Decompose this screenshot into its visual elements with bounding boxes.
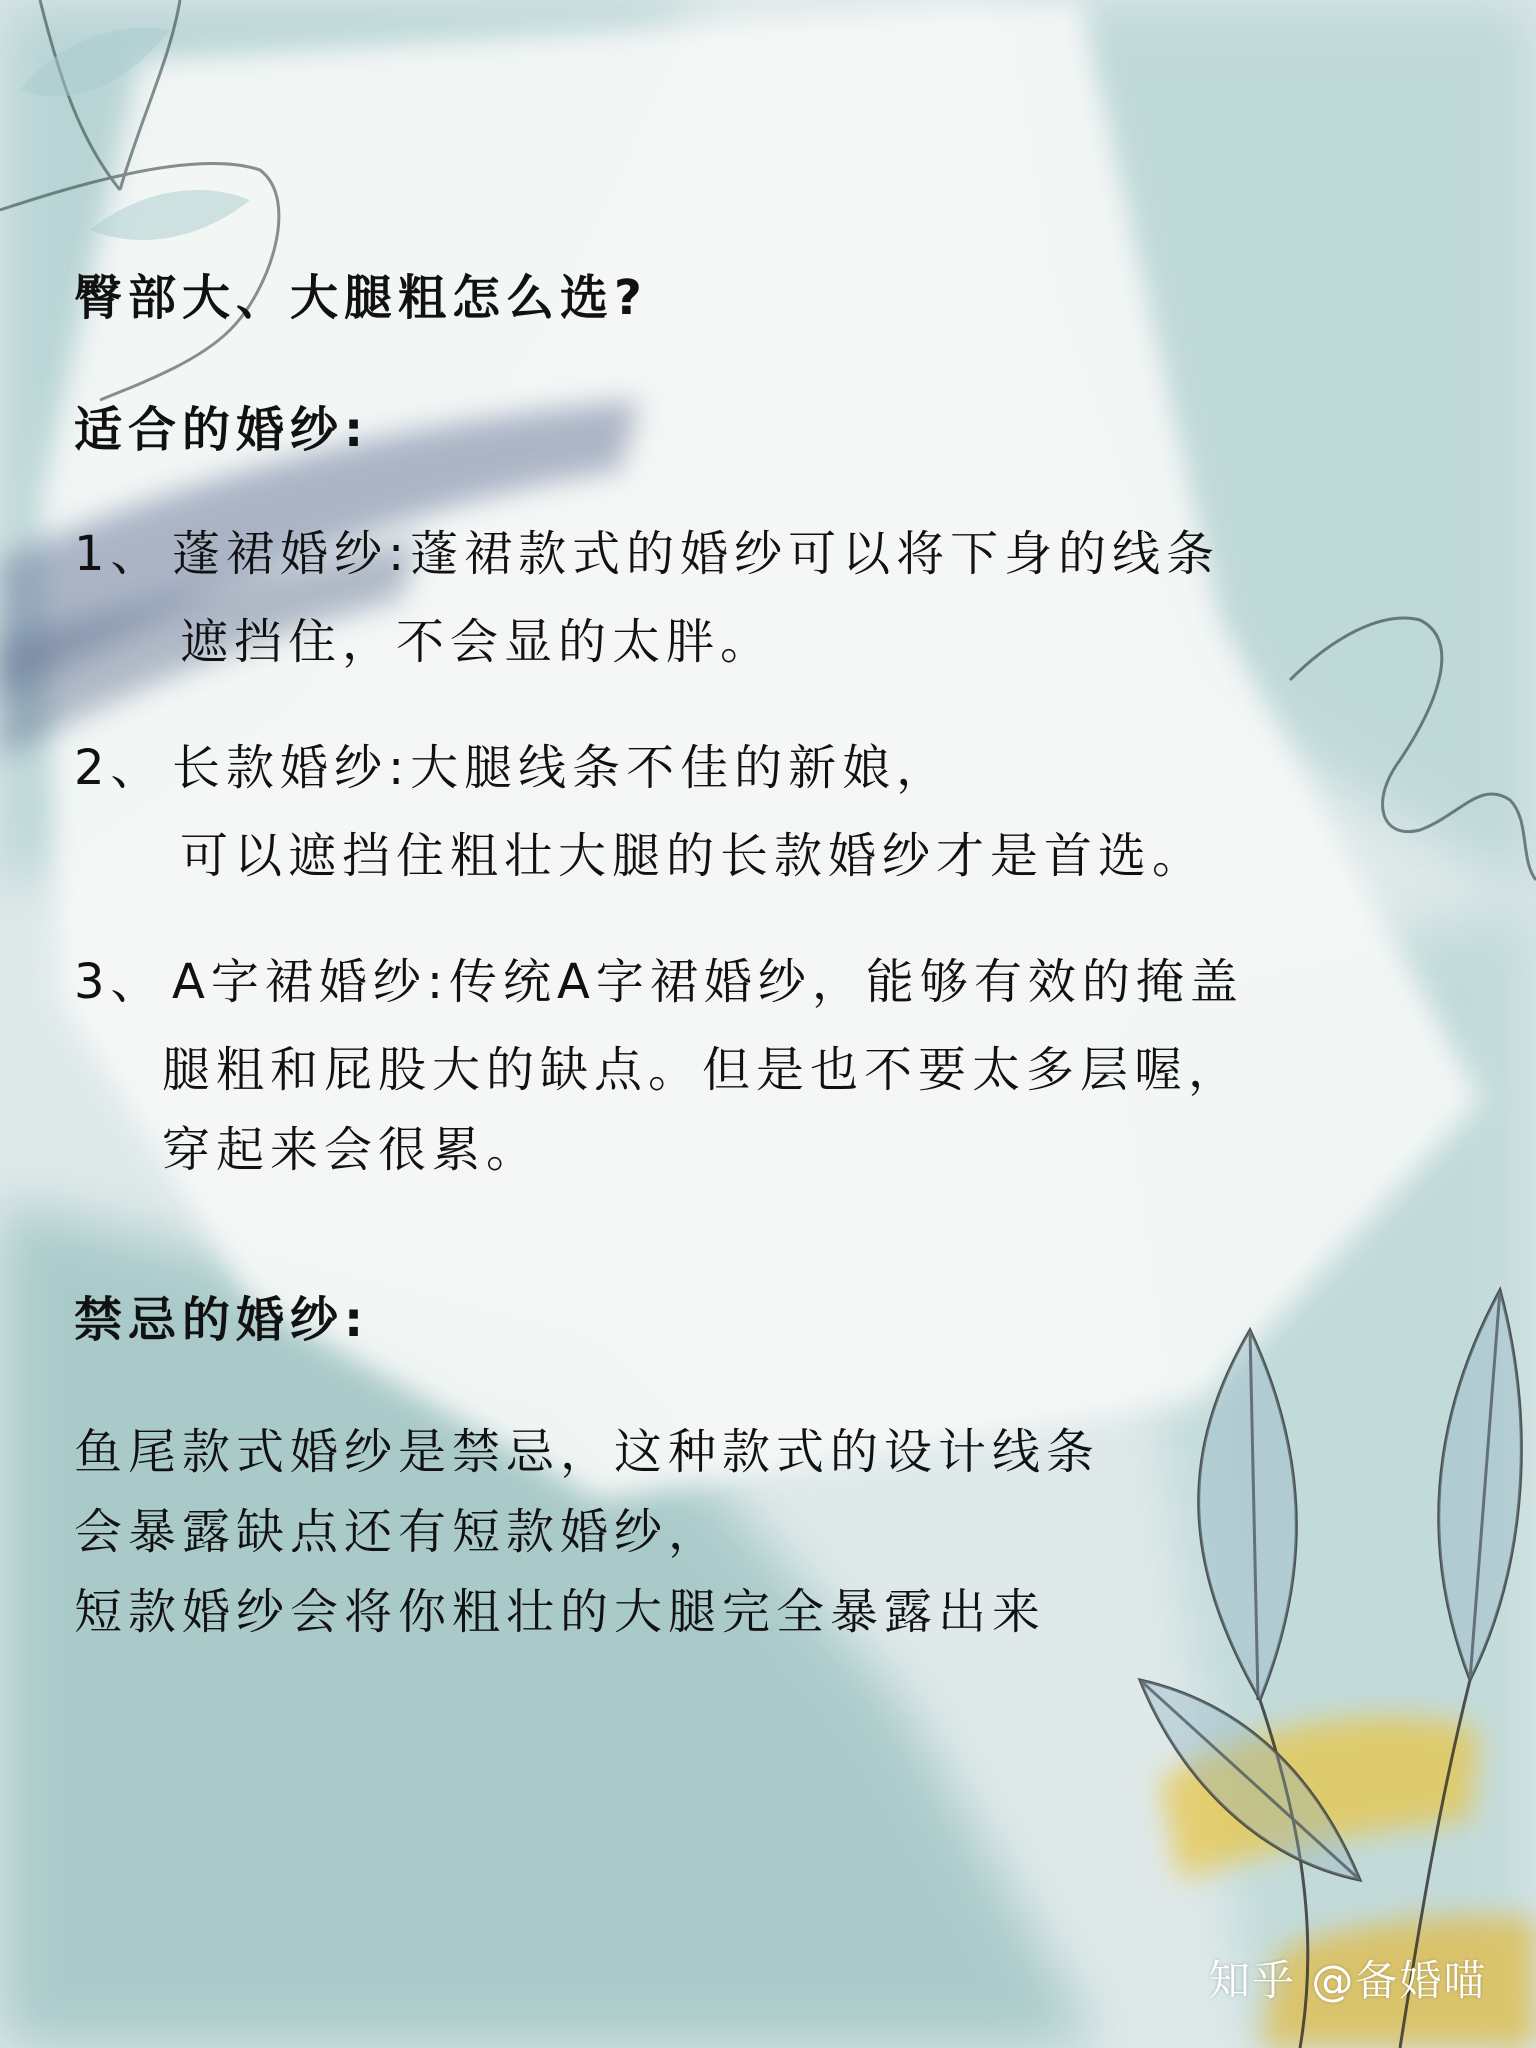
item-3-line-2: 腿粗和屁股大的缺点。但是也不要太多层喔， [162, 1042, 1243, 1098]
taboo-line-2: 会暴露缺点还有短款婚纱， [74, 1504, 723, 1560]
item-2-line-2: 可以遮挡住粗壮大腿的长款婚纱才是首选。 [180, 828, 1207, 884]
item-3-line-1: A字裙婚纱:传统A字裙婚纱，能够有效的掩盖 [172, 954, 1244, 1010]
item-1-number: 1、 [74, 526, 165, 582]
watermark: 知乎 @备婚喵 [1208, 1956, 1488, 2005]
item-1-line-1: 蓬裙婚纱:蓬裙款式的婚纱可以将下身的线条 [172, 526, 1221, 582]
item-1-line-2: 遮挡住，不会显的太胖。 [180, 614, 775, 670]
item-3-line-3: 穿起来会很累。 [162, 1122, 541, 1178]
taboo-line-3: 短款婚纱会将你粗壮的大腿完全暴露出来 [74, 1584, 1047, 1640]
item-2-line-1: 长款婚纱:大腿线条不佳的新娘， [172, 740, 951, 796]
item-3-number: 3、 [74, 954, 165, 1010]
item-2-number: 2、 [74, 740, 165, 796]
suitable-heading: 适合的婚纱: [74, 402, 370, 458]
taboo-line-1: 鱼尾款式婚纱是禁忌，这种款式的设计线条 [74, 1424, 1101, 1480]
taboo-heading: 禁忌的婚纱: [74, 1292, 370, 1348]
page-title: 臀部大、大腿粗怎么选? [74, 270, 648, 326]
